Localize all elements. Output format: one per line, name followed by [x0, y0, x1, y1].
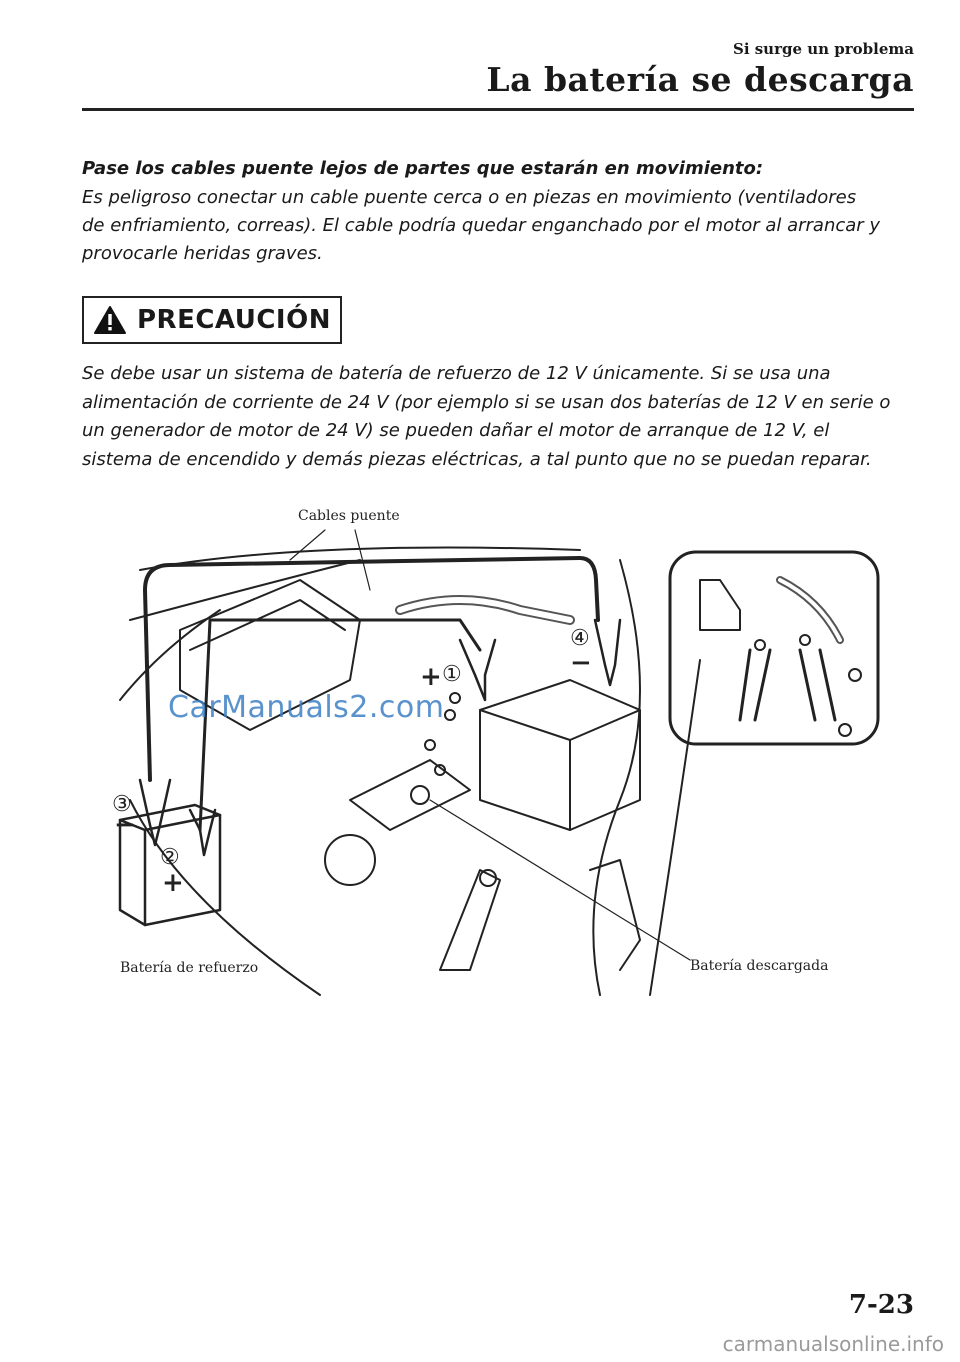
- caution-body: Se debe usar un sistema de batería de refuerzo de 12 V únicamente. Si se usa una alimentación de corriente de 24 V (por ejemplo si se usan dos baterías de 12 V en serie o un generador de motor de 24 V) se pueden dañar el motor de arranque de 12 V, el sistema de encendido y demás piezas eléctricas, a tal punto que no se puedan reparar.: [82, 363, 891, 470]
- marker-plus-2: +: [162, 868, 184, 898]
- marker-minus-4: −: [570, 648, 592, 678]
- watermark: CarManuals2.com: [168, 690, 445, 725]
- caution-label: PRECAUCIÓN: [137, 305, 331, 335]
- label-booster-battery: Batería de refuerzo: [120, 960, 259, 976]
- marker-2: ②: [160, 845, 180, 870]
- section-title: Si surge un problema: [732, 40, 914, 58]
- warning-body: Es peligroso conectar un cable puente cerca o en piezas en movimiento (ventiladores de enfriamiento, correas). El cable podría quedar enganchado por el motor al arrancar y provocarle heridas graves.: [82, 187, 881, 264]
- caution-banner: [82, 296, 342, 344]
- jump-start-illustration: [100, 500, 890, 1010]
- warning-triangle-icon: [93, 305, 127, 335]
- engine-bay-drawing: [100, 500, 890, 1010]
- marker-minus-3: −: [114, 810, 136, 840]
- marker-1: ①: [442, 662, 462, 687]
- header-divider: [82, 108, 914, 111]
- page-title: La batería se descarga: [486, 60, 914, 99]
- page-number: 7-23: [848, 1290, 914, 1320]
- warning-heading: Pase los cables puente lejos de partes que estarán en movimiento:: [82, 158, 764, 179]
- label-discharged-battery: Batería descargada: [690, 958, 829, 974]
- marker-plus-1: +: [420, 662, 442, 692]
- marker-4: ④: [570, 626, 590, 651]
- marker-3: ③: [112, 792, 132, 817]
- label-jumper-cables: Cables puente: [298, 508, 400, 524]
- footer-site-link[interactable]: carmanualsonline.info: [722, 1332, 944, 1356]
